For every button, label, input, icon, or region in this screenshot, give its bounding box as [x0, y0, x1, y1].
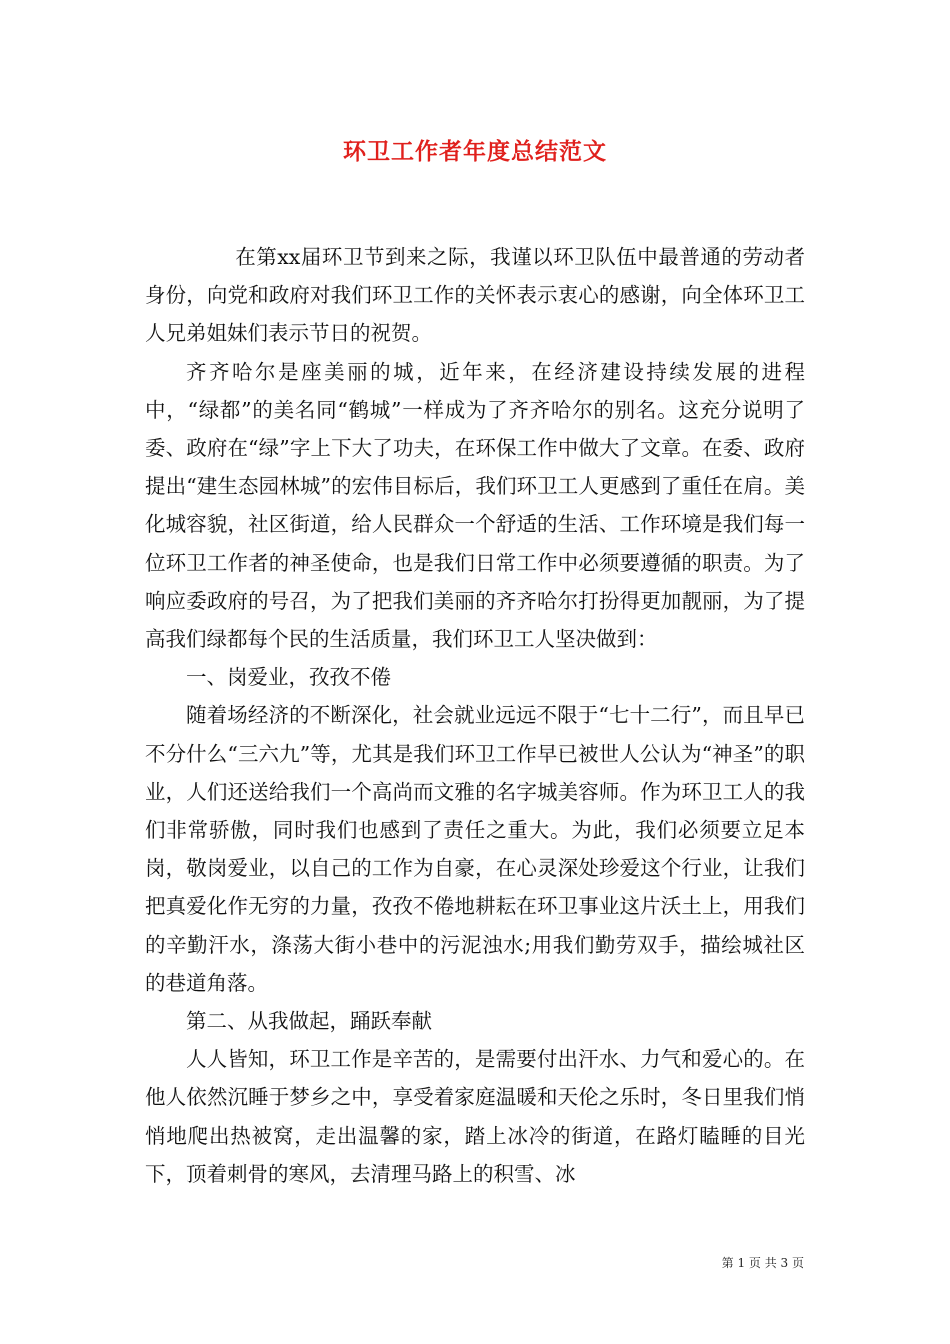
paragraph-section-2: 人人皆知，环卫工作是辛苦的，是需要付出汗水、力气和爱心的。在他人依然沉睡于梦乡之中，享受着家庭温暖和天伦之乐时，冬日里我们悄悄地爬出热被窝，走出温馨的家，踏上冰冷的街道，在路灯瞌睡的目光下，顶着刺骨的寒风，去清理马路上的积雪、冰	[145, 1047, 805, 1186]
document-body	[145, 238, 805, 1193]
section-heading-1: 一、岗爱业，孜孜不倦	[186, 665, 391, 690]
page-number: 第 1 页 共 3 页	[721, 1256, 804, 1270]
paragraph-section-1: 随着场经济的不断深化，社会就业远远不限于“七十二行”，而且早已不分什么“三六九”等，尤其是我们环卫工作早已被世人公认为“神圣”的职业，人们还送给我们一个高尚而文雅的名字城美容师。作为环卫工人的我们非常骄傲，同时我们也感到了责任之重大。为此，我们必须要立足本岗，敬岗爱业，以自己的工作为自豪，在心灵深处珍爱这个行业，让我们把真爱化作无穷的力量，孜孜不倦地耕耘在环卫事业这片沃土上，用我们的辛勤汗水，涤荡大街小巷中的污泥浊水;用我们勤劳双手，描绘城社区的巷道角落。	[145, 703, 805, 995]
document-title: 环卫工作者年度总结范文	[343, 138, 607, 165]
section-heading-2: 第二、从我做起，踊跃奉献	[186, 1009, 432, 1034]
paragraph-city: 齐齐哈尔是座美丽的城，近年来，在经济建设持续发展的进程中，“绿都”的美名同“鹤城”一样成为了齐齐哈尔的别名。这充分说明了委、政府在“绿”字上下大了功夫，在环保工作中做大了文章。在委、政府提出“建生态园林城”的宏伟目标后，我们环卫工人更感到了重任在肩。美化城容貌，社区街道，给人民群众一个舒适的生活、工作环境是我们每一位环卫工作者的神圣使命，也是我们日常工作中必须要遵循的职责。为了响应委政府的号召，为了把我们美丽的齐齐哈尔打扮得更加靓丽，为了提高我们绿都每个民的生活质量，我们环卫工人坚决做到：	[145, 359, 805, 652]
paragraph-intro: 在第xx届环卫节到来之际，我谨以环卫队伍中最普通的劳动者身份，向党和政府对我们环卫工作的关怀表示衷心的感谢，向全体环卫工人兄弟姐妹们表示节日的祝贺。	[145, 245, 805, 346]
